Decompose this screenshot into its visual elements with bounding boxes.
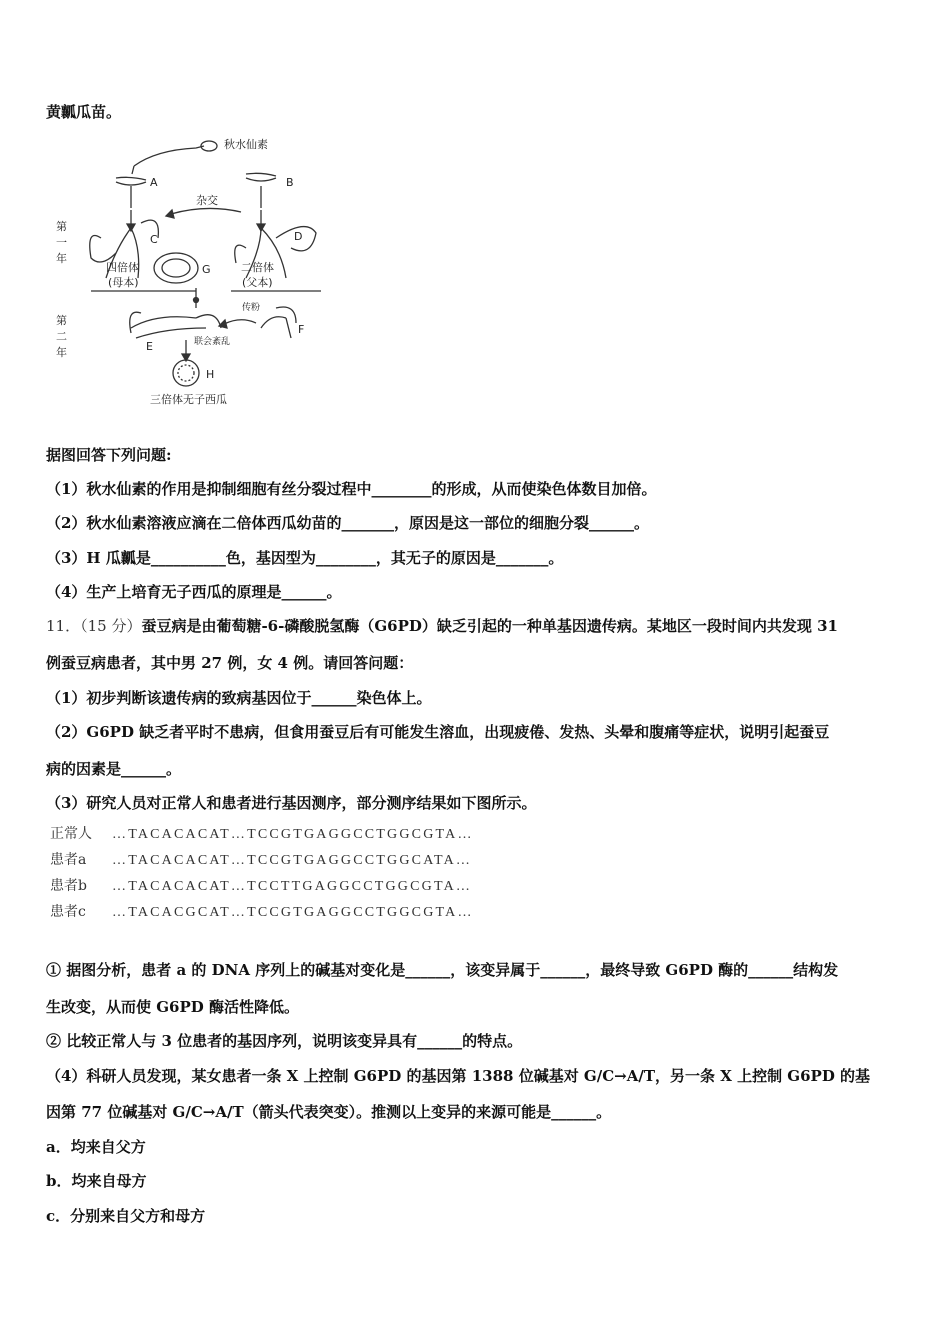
q11-part2-line2: 病的因素是______。 <box>46 760 182 778</box>
q11-part4-line2: 因第 77 位碱基对 G/C→A/T（箭头代表突变）。推测以上变异的来源可能是______。 <box>46 1103 612 1121</box>
label-pollinate: 传粉 <box>242 303 261 313</box>
sequence-row <box>50 825 474 844</box>
sequence-value: …TACACACAT…TCCTTGAGGCCTGGCGTA… <box>112 879 473 894</box>
fruit-g-outer-icon <box>154 253 198 283</box>
sequence-label: 患者c <box>50 904 86 920</box>
option-c: c．分别来自父方和母方 <box>46 1207 206 1225</box>
sequence-value: …TACACGCAT…TCCGTGAGGCCTGGCGTA… <box>112 905 474 920</box>
watermelon-breeding-diagram <box>46 128 346 418</box>
pollinate-arrow-icon <box>224 320 256 324</box>
sequence-label: 患者a <box>50 852 87 868</box>
cross-arrow-icon <box>171 208 241 214</box>
sequence-row <box>50 903 474 922</box>
fruit-h-inner-icon <box>178 365 194 381</box>
cross-arrowhead-icon <box>166 210 174 218</box>
label-mother: (母本) <box>108 276 139 289</box>
q10-part3: （3）H 瓜瓤是__________色，基因型为________，其无子的原因是_______。 <box>46 549 564 567</box>
label-tetraploid: 四倍体 <box>106 261 139 274</box>
label-b: B <box>286 176 294 189</box>
sequence-value: …TACACACAT…TCCGTGAGGCCTGGCATA… <box>112 853 473 868</box>
fruit-g-inner-icon <box>162 259 190 277</box>
option-b: b．均来自母方 <box>46 1172 147 1190</box>
q11-sub1-line2: 生改变，从而使 G6PD 酶活性降低。 <box>46 998 299 1016</box>
label-g: G <box>202 263 211 276</box>
sequence-label: 正常人 <box>50 826 92 842</box>
label-e: E <box>146 340 153 353</box>
q11-sub1-line1: ① 据图分析，患者 a 的 DNA 序列上的碱基对变化是______，该变异属于______，最终导致 G6PD 酶的______结构发 <box>46 961 839 979</box>
dropper-tip-icon <box>132 166 134 174</box>
q10-part2: （2）秋水仙素溶液应滴在二倍体西瓜幼苗的_______，原因是这一部位的细胞分裂______。 <box>46 514 649 532</box>
seedling-a-icon <box>116 177 146 208</box>
label-c: C <box>150 233 158 246</box>
label-year1-1: 第 <box>56 220 67 233</box>
label-cross: 杂交 <box>196 194 218 207</box>
label-father: (父本) <box>242 276 273 289</box>
plant-f-icon <box>261 307 296 338</box>
intro-tail: 黄瓤瓜苗。 <box>46 103 122 121</box>
q11-number: 11．（15 分） <box>46 617 142 635</box>
q11-stem-line1 <box>46 616 910 636</box>
label-a: A <box>150 176 158 189</box>
q10-part1: （1）秋水仙素的作用是抑制细胞有丝分裂过程中________的形成，从而使染色体数目加倍。 <box>46 480 657 498</box>
sequence-row <box>50 851 472 870</box>
q11-part1: （1）初步判断该遗传病的致病基因位于______染色体上。 <box>46 689 432 707</box>
fruit-h-outer-icon <box>173 360 199 386</box>
diagram-svg <box>46 128 346 418</box>
option-a: a．均来自父方 <box>46 1138 146 1156</box>
label-diploid: 二倍体 <box>241 261 274 274</box>
label-f: F <box>298 323 305 336</box>
label-year2-3: 年 <box>56 346 67 359</box>
q11-part4-line1: （4）科研人员发现，某女患者一条 X 上控制 G6PD 的基因第 1388 位碱基对 G/C→A/T，另一条 X 上控制 G6PD 的基 <box>46 1067 871 1085</box>
q11-part3: （3）研究人员对正常人和患者进行基因测序，部分测序结果如下图所示。 <box>46 794 537 812</box>
arrowhead-a-icon <box>127 224 135 231</box>
dropper-tube-icon <box>134 146 204 166</box>
q10-part4: （4）生产上培育无子西瓜的原理是______。 <box>46 583 342 601</box>
label-year1-3: 年 <box>56 252 67 265</box>
plant-e-icon <box>130 312 221 338</box>
sequence-value: …TACACACAT…TCCGTGAGGCCTGGCGTA… <box>112 827 474 842</box>
label-year1-2: 一 <box>56 236 67 249</box>
label-year2-2: 二 <box>56 330 67 343</box>
label-synapsis: 联会紊乱 <box>194 337 231 347</box>
label-colchicine: 秋水仙素 <box>224 138 268 151</box>
q11-sub2: ② 比较正常人与 3 位患者的基因序列，说明该变异具有______的特点。 <box>46 1032 523 1050</box>
label-year2-1: 第 <box>56 314 67 327</box>
seedling-b-icon <box>246 173 276 208</box>
label-seedless: 三倍体无子西瓜 <box>150 393 227 406</box>
sequence-label: 患者b <box>50 878 87 894</box>
q11-stem1: 蚕豆病是由葡萄糖-6-磷酸脱氢酶（G6PD）缺乏引起的一种单基因遗传病。某地区一段时间内共发现 31 <box>141 617 838 635</box>
label-d: D <box>294 230 303 243</box>
q11-part2-line1: （2）G6PD 缺乏者平时不患病，但食用蚕豆后有可能发生溶血，出现疲倦、发热、头晕和腹痛等症状，说明引起蚕豆 <box>46 723 830 741</box>
label-h: H <box>206 368 215 381</box>
sequence-row <box>50 877 472 896</box>
q11-stem-line2: 例蚕豆病患者，其中男 27 例，女 4 例。请回答问题： <box>46 654 414 672</box>
q10-prompt: 据图回答下列问题: <box>46 446 172 464</box>
